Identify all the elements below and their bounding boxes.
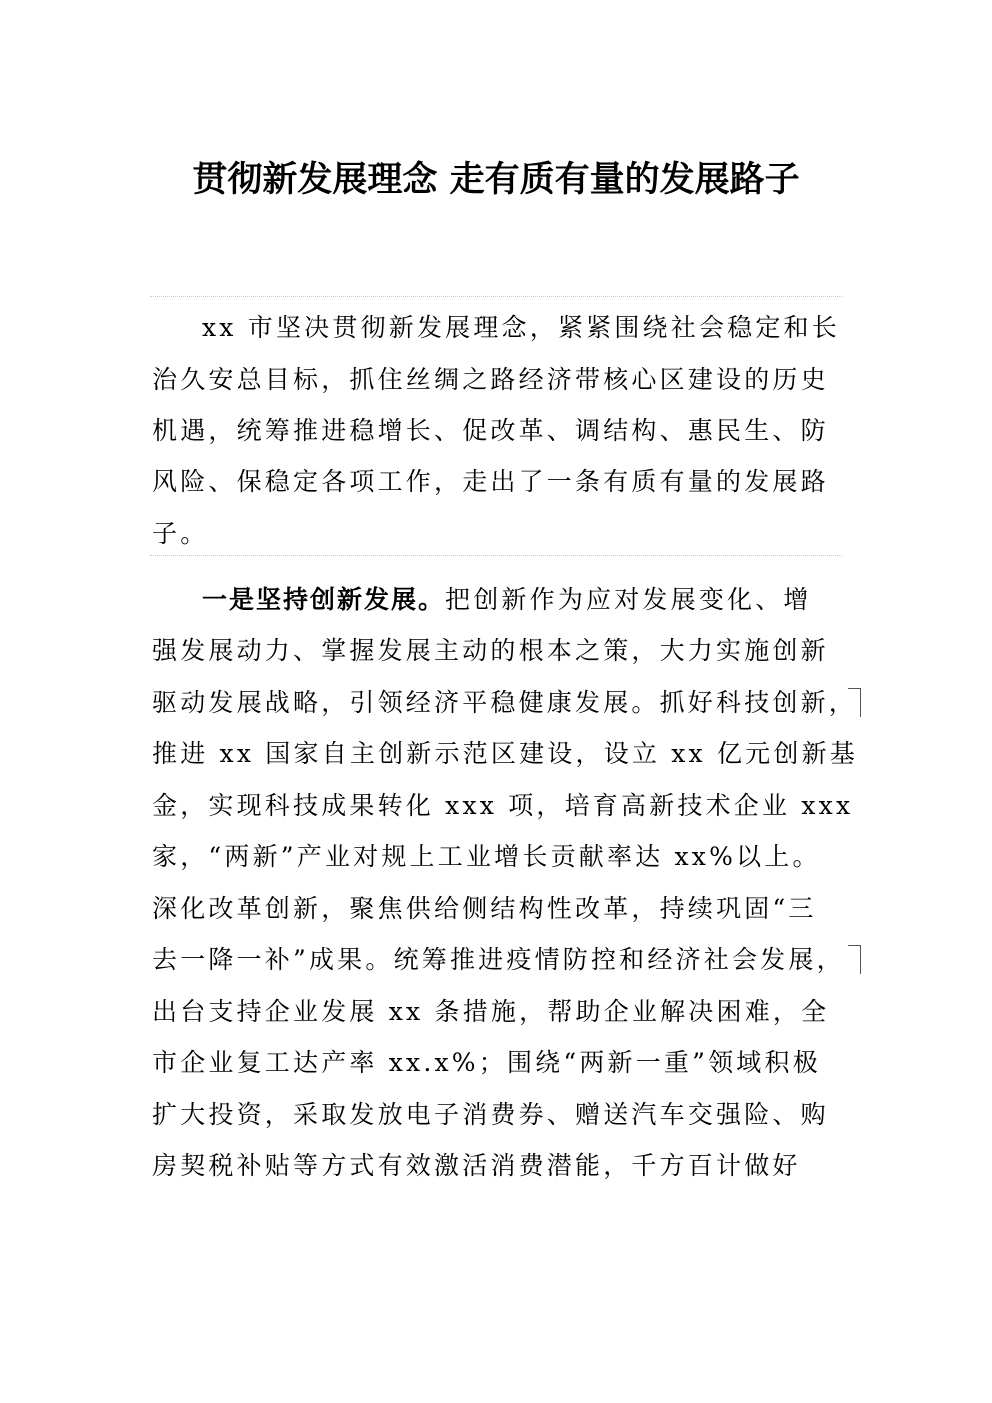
- intro-bottom-rule: [150, 555, 842, 556]
- section-line: 扩大投资，采取发放电子消费券、赠送汽车交强险、购: [152, 1100, 829, 1129]
- section-line: 房契税补贴等方式有效激活消费潜能，千方百计做好: [152, 1151, 801, 1180]
- intro-line: 治久安总目标，抓住丝绸之路经济带核心区建设的历史: [152, 365, 829, 394]
- section-line: 出台支持企业发展 xx 条措施，帮助企业解决困难，全: [152, 997, 830, 1026]
- section-line: 深化改革创新，聚焦供给侧结构性改革，持续巩固“三: [152, 894, 817, 923]
- document-title: 贯彻新发展理念 走有质有量的发展路子: [192, 160, 800, 200]
- intro-line: 子。: [152, 519, 209, 548]
- section-line: 推进 xx 国家自主创新示范区建设，设立 xx 亿元创新基: [152, 739, 858, 768]
- section-line: 家，“两新”产业对规上工业增长贡献率达 xx%以上。: [152, 842, 821, 871]
- section-line: 强发展动力、掌握发展主动的根本之策，大力实施创新: [152, 636, 829, 665]
- intro-line: xx 市坚决贯彻新发展理念，紧紧围绕社会稳定和长: [202, 313, 840, 342]
- intro-top-rule: [150, 296, 842, 297]
- intro-line: 风险、保稳定各项工作，走出了一条有质有量的发展路: [152, 467, 829, 496]
- section-line: 金，实现科技成果转化 xxx 项，培育高新技术企业 xxx: [152, 791, 854, 820]
- section-line: 驱动发展战略，引领经济平稳健康发展。抓好科技创新，: [152, 688, 858, 717]
- section-line: 去一降一补”成果。统筹推进疫情防控和经济社会发展，: [152, 945, 845, 974]
- section-line: 市企业复工达产率 xx.x%；围绕“两新一重”领域积极: [152, 1048, 821, 1077]
- section-first-line-text: 把创新作为应对发展变化、增: [445, 585, 812, 614]
- intro-line: 机遇，统筹推进稳增长、促改革、调结构、惠民生、防: [152, 416, 829, 445]
- section-heading: 一是坚持创新发展。: [202, 585, 446, 614]
- paragraph-mark: [848, 945, 861, 974]
- section-first-line: [202, 580, 812, 620]
- paragraph-mark: [848, 688, 861, 717]
